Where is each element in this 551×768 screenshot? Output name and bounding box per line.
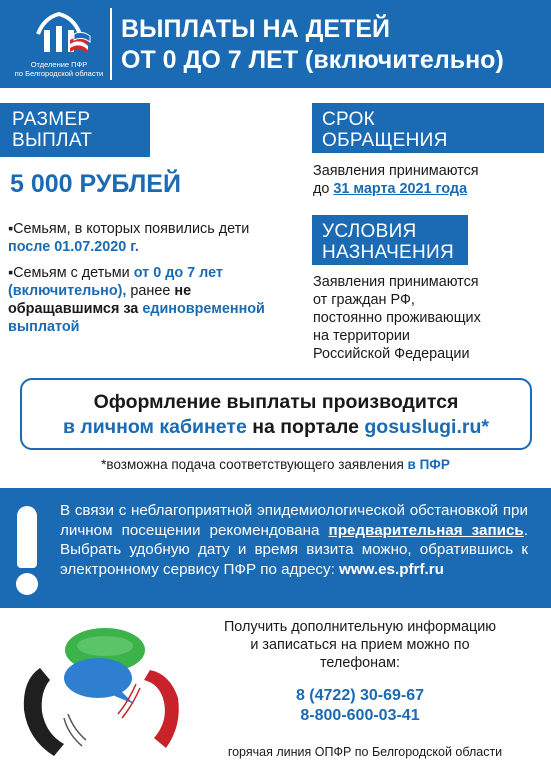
conditions-line5: Российской Федерации xyxy=(313,346,470,362)
alert-appointment: предварительная запись xyxy=(328,521,524,539)
phones-illustration xyxy=(10,618,200,763)
contact-line3: телефонам: xyxy=(319,655,401,671)
contact-line2: и записаться на прием можно по xyxy=(250,637,470,653)
portal-info-box xyxy=(20,378,532,450)
bullet2-text-d: не обращавшимся за xyxy=(8,283,192,317)
deadline-label-box xyxy=(312,103,544,153)
portal-line2 xyxy=(22,415,530,440)
deadline-text-line2 xyxy=(313,180,543,198)
bullet-icon: ▪ xyxy=(8,265,14,281)
contact-info xyxy=(190,618,530,672)
pfr-logo-icon xyxy=(14,4,104,60)
bullet-icon: ▪ xyxy=(8,221,14,237)
portal-text: на портале xyxy=(246,416,365,438)
logo-caption-line1: Отделение ПФР xyxy=(30,60,88,69)
portal-link[interactable]: gosuslugi.ru* xyxy=(364,416,489,438)
amount-label-line1: РАЗМЕР xyxy=(12,109,91,130)
footnote-text: *возможна подача соответствующего заявления xyxy=(101,457,408,472)
bullet2-text-c: ранее xyxy=(126,283,175,299)
amount-label-line2: ВЫПЛАТ xyxy=(12,130,93,151)
deadline-label-line1: СРОК xyxy=(322,109,376,130)
conditions-label-line1: УСЛОВИЯ xyxy=(322,221,417,242)
conditions-text xyxy=(313,273,543,363)
portal-cabinet: в личном кабинете xyxy=(63,416,247,438)
bullet2-text-a: Семьям с детьми xyxy=(13,265,134,281)
header-banner xyxy=(0,0,551,88)
conditions-label-box xyxy=(312,215,468,265)
payment-amount: 5 000 РУБЛЕЙ xyxy=(10,170,181,198)
alert-text xyxy=(60,501,528,579)
amount-label-box xyxy=(0,103,150,157)
page-title-line1: ВЫПЛАТЫ НА ДЕТЕЙ xyxy=(121,15,390,43)
alert-text-b: . Выбрать удобную дату и время визита можно, обратившись к электронному сервису ПФР по адресу: xyxy=(60,521,528,578)
header-divider xyxy=(110,8,112,80)
footnote-highlight: в ПФР xyxy=(407,457,450,472)
deadline-label-line2: ОБРАЩЕНИЯ xyxy=(322,130,448,151)
bullet1-text: Семьям, в которых появились дети xyxy=(13,221,250,237)
conditions-line1: Заявления принимаются xyxy=(313,274,479,290)
bullet2-age: от 0 до 7 лет (включительно), xyxy=(8,265,223,299)
deadline-text-line1: Заявления принимаются xyxy=(313,163,479,179)
conditions-label-line2: НАЗНАЧЕНИЯ xyxy=(322,242,455,263)
list-item xyxy=(8,264,278,336)
page-title xyxy=(121,14,504,76)
deadline-date: 31 марта 2021 года xyxy=(333,181,468,197)
conditions-line4: на территории xyxy=(313,328,410,344)
logo-caption-line2: по Белгородской области xyxy=(14,69,104,78)
deadline-text xyxy=(313,162,543,198)
eligibility-list xyxy=(8,220,278,344)
list-item xyxy=(8,220,278,256)
alert-banner xyxy=(0,488,551,608)
conditions-line3: постоянно проживающих xyxy=(313,310,481,326)
page-title-line2: ОТ 0 ДО 7 ЛЕТ (включительно) xyxy=(121,46,504,74)
conditions-line2: от граждан РФ, xyxy=(313,292,415,308)
bullet1-date: после 01.07.2020 г. xyxy=(8,239,139,255)
deadline-prefix: до xyxy=(313,181,334,197)
pfr-logo xyxy=(14,4,104,84)
alert-url-link[interactable]: www.es.pfrf.ru xyxy=(339,560,444,578)
alert-text-a: В связи с неблагоприятной эпидемиологической обстановкой при личном посещении рекомендована xyxy=(60,502,528,539)
bullet2-text-e: единовременной выплатой xyxy=(8,301,265,335)
footnote xyxy=(0,457,551,472)
contact-line1: Получить дополнительную информацию xyxy=(223,619,497,635)
phone-number-hotline[interactable]: 8-800-600-03-41 xyxy=(300,707,420,724)
logo-caption xyxy=(14,60,104,78)
portal-line1: Оформление выплаты производится xyxy=(93,391,459,413)
phone-number-local[interactable]: 8 (4722) 30-69-67 xyxy=(295,687,425,704)
speech-bubble-icon xyxy=(64,628,145,704)
hotline-caption: горячая линия ОПФР по Белгородской области xyxy=(227,745,503,759)
